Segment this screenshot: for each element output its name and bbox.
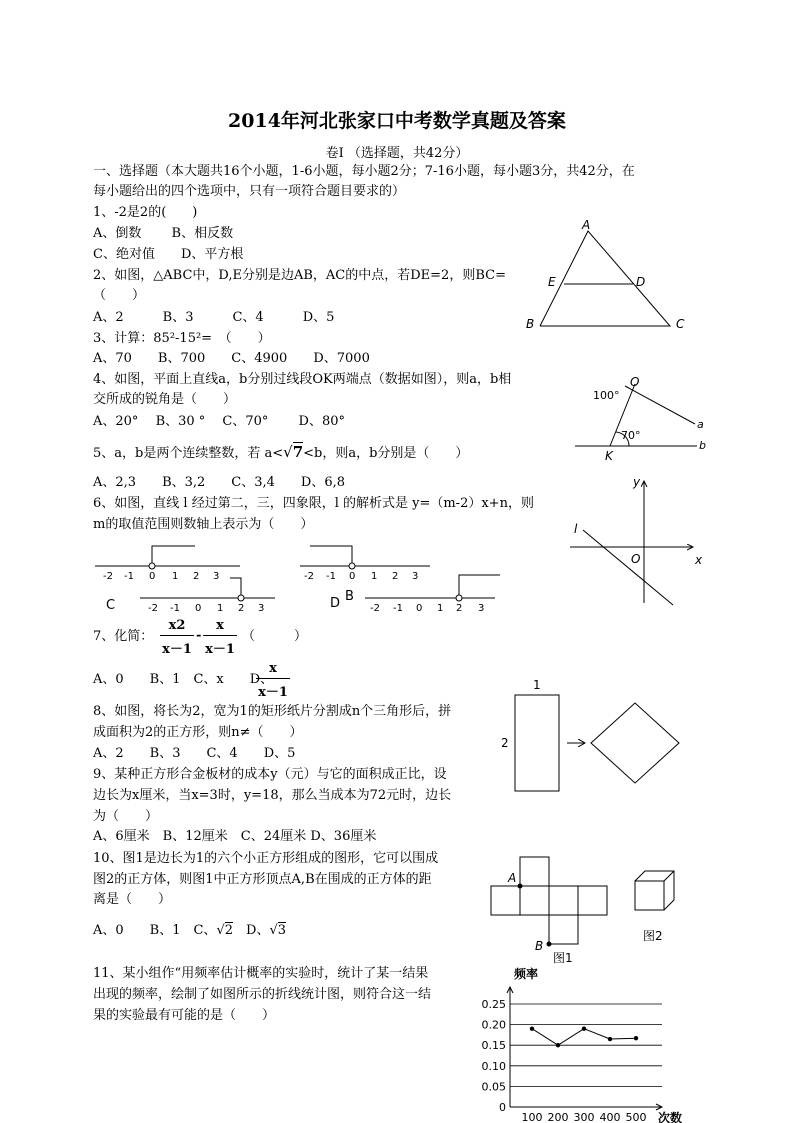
tri-label-c: C <box>676 317 685 331</box>
nl-d-tick-0: -2 <box>370 603 380 614</box>
angle-70-label: 70° <box>621 429 641 442</box>
q7-options: A、0 B、1 C、x D、 <box>93 672 274 687</box>
nl-c-tick-5: 3 <box>258 603 265 614</box>
q1-stem: 1、-2是2的( ) <box>93 205 198 220</box>
chart-y-label: 频率 <box>514 967 539 981</box>
q11-stem-3: 果的实验最有可能的是（ ） <box>93 1008 276 1023</box>
net-square-5 <box>578 886 607 915</box>
tri-label-d: D <box>636 275 646 289</box>
net-square-1 <box>520 857 549 886</box>
y-tick-label-0: 0.25 <box>481 998 506 1011</box>
nl-c-tick-4: 2 <box>238 603 245 614</box>
cube-net-figure <box>488 855 708 970</box>
net-square-6 <box>549 915 578 944</box>
q7-fraction-1 <box>160 618 194 657</box>
q9-stem-3: 为（ ） <box>93 809 159 824</box>
nl-d-tick-5: 3 <box>478 603 485 614</box>
nl-a-tick-1: -1 <box>124 571 134 582</box>
q1-options-1: A、倒数 B、相反数 <box>93 226 234 241</box>
series-line <box>532 1029 636 1045</box>
data-point-3 <box>608 1037 612 1041</box>
y-tick-label-2: 0.15 <box>481 1039 506 1053</box>
section-heading: 卷Ⅰ （选择题，共42分） <box>325 146 469 161</box>
net-square-3 <box>520 886 549 915</box>
q7-f1-denominator: x－1 <box>162 642 192 657</box>
q2-blank: （ ） <box>93 288 146 303</box>
triangle-figure <box>520 218 700 336</box>
lines-label-b: b <box>699 439 706 452</box>
nl-c-tick-2: 0 <box>195 603 202 614</box>
point-b <box>547 942 552 947</box>
q10-stem-1: 10、图1是边长为1的六个小正方形组成的图形，它可以围成 <box>93 851 439 866</box>
q7-fraction-2 <box>203 618 237 657</box>
x-tick-label-2: 300 <box>573 1111 595 1123</box>
chart-gridlines <box>510 1004 662 1086</box>
nl-b-tick-0: -2 <box>304 571 314 582</box>
nl-a-tick-2: 0 <box>149 571 156 582</box>
axes-figure <box>565 475 715 610</box>
y-tick-label-5: 0 <box>499 1101 506 1114</box>
frequency-chart <box>470 965 700 1123</box>
data-point-0 <box>530 1027 534 1031</box>
q11-stem-2: 出现的频率，绘制了如图所示的折线统计图，则符合这一结 <box>93 987 432 1002</box>
q10-opt-abc: A、0 B、1 C、 <box>93 923 217 938</box>
q4-stem-2: 交所成的锐角是（ ） <box>93 392 237 407</box>
q5-options: A、2,3 B、3,2 C、3,4 D、6,8 <box>93 475 346 490</box>
axes-label-l: l <box>574 522 578 536</box>
chart-axes <box>507 987 662 1110</box>
square-result <box>591 703 679 783</box>
angle-100-label: 100° <box>593 389 620 402</box>
intro-line-1: 一、选择题（本大题共16个小题，1-6小题，每小题2分；7-16小题，每小题3分，共42分，在 <box>93 164 635 179</box>
net-square-2 <box>491 886 520 915</box>
chart-points <box>530 1027 638 1048</box>
chart-x-label: 次数 <box>658 1111 683 1123</box>
lines-label-a: a <box>697 418 704 431</box>
tri-label-b: B <box>526 317 535 331</box>
q9-stem-1: 9、某种正方形合金板材的成本y（元）与它的面积成正比，设 <box>93 767 447 782</box>
net-label-b: B <box>535 939 544 953</box>
data-point-4 <box>634 1036 638 1040</box>
q3-options: A、70 B、700 C、4900 D、7000 <box>93 351 370 366</box>
tri-label-e: E <box>548 275 556 289</box>
q10-sqrt3: 3 <box>277 923 287 938</box>
q10-stem-3: 离是（ ） <box>93 892 172 907</box>
y-tick-label-1: 0.20 <box>481 1018 506 1032</box>
q7-option-d-fraction <box>256 661 290 700</box>
point-a <box>518 884 523 889</box>
q1-options-2: C、绝对值 D、平方根 <box>93 247 244 262</box>
rect-height-label: 2 <box>501 736 509 750</box>
q6-label-d: D <box>330 596 341 611</box>
nl-d-tick-3: 1 <box>437 603 444 614</box>
q7-blank: （ ） <box>242 629 308 644</box>
q10-options: A、0 B、1 C、√2 D、√3 <box>93 923 287 938</box>
q4-stem-1: 4、如图，平面上直线a，b分别过线段OK两端点（数据如图），则a，b相 <box>93 372 512 387</box>
q6-stem-1: 6、如图，直线 l 经过第二，三，四象限，l 的解析式是 y=（m-2）x+n，则 <box>93 496 534 511</box>
q6-a-endpoint <box>149 563 155 569</box>
lines-figure <box>575 366 715 466</box>
data-point-1 <box>556 1043 560 1047</box>
triangle-abc <box>540 231 670 326</box>
lines-label-o: O <box>630 375 640 389</box>
fig2-caption: 图2 <box>643 929 663 943</box>
axes-label-x: x <box>695 553 703 567</box>
q11-stem-1: 11、某小组作“用频率估计概率的实验时，统计了某一结果 <box>93 966 429 981</box>
q2-stem: 2、如图，△ABC中，D,E分别是边AB，AC的中点，若DE=2，则BC= <box>93 268 506 283</box>
q5-stem-b: <b，则a，b分别是（ ） <box>303 446 469 461</box>
y-tick-label-4: 0.05 <box>481 1080 506 1094</box>
nl-c-tick-0: -2 <box>148 603 158 614</box>
q10-sqrt2: 2 <box>224 923 234 938</box>
y-tick-label-3: 0.10 <box>481 1059 506 1073</box>
q3-stem: 3、计算：85²-15²= （ ） <box>93 331 271 346</box>
q5-stem-a: 5、a，b是两个连续整数，若 a< <box>93 446 284 461</box>
x-tick-label-3: 400 <box>599 1111 621 1123</box>
nl-d-tick-1: -1 <box>393 603 403 614</box>
axes-label-y: y <box>633 475 641 489</box>
chart-x-ticks <box>522 1111 647 1123</box>
q4-options: A、20° B、30 ° C、70° D、80° <box>93 414 346 429</box>
axes-label-o: O <box>631 552 641 566</box>
nl-a-tick-3: 1 <box>172 571 179 582</box>
nl-b-tick-3: 1 <box>371 571 378 582</box>
chart-y-ticks <box>482 998 507 1114</box>
net-label-a: A <box>508 871 517 885</box>
fig1-caption: 图1 <box>553 951 573 965</box>
nl-b-tick-4: 2 <box>392 571 399 582</box>
x-tick-label-1: 200 <box>547 1111 569 1123</box>
x-tick-label-4: 500 <box>625 1111 647 1123</box>
q6-b-endpoint <box>349 563 355 569</box>
rect-square-figure <box>495 675 705 825</box>
q9-options: A、6厘米 B、12厘米 C、24厘米 D、36厘米 <box>93 829 377 844</box>
data-point-2 <box>582 1027 586 1031</box>
rectangle-1x2 <box>515 695 559 791</box>
q6-label-c: C <box>106 598 116 613</box>
q5-stem: 5、a，b是两个连续整数，若 a<√7<b，则a，b分别是（ ） <box>93 443 469 461</box>
nl-a-tick-4: 2 <box>193 571 200 582</box>
page-title: 2014年河北张家口中考数学真题及答案 <box>228 110 566 132</box>
q7-f2-denominator: x－1 <box>205 642 235 657</box>
intro-line-2: 每小题给出的四个选项中，只有一项符合题目要求的） <box>93 184 406 199</box>
q6-c-endpoint <box>238 595 244 601</box>
nl-a-tick-0: -2 <box>103 571 113 582</box>
net-square-4 <box>549 886 578 915</box>
q2-options: A、2 B、3 C、4 D、5 <box>93 310 335 325</box>
q10-stem-2: 图2的正方体，则图1中正方形顶点A,B在围成的正方体的距 <box>93 872 432 887</box>
q7-minus: - <box>196 628 202 643</box>
nl-b-tick-1: -1 <box>326 571 336 582</box>
q7-d-numerator: x <box>269 661 277 676</box>
line-l <box>583 530 673 605</box>
q7-d-denominator: x－1 <box>258 685 288 700</box>
x-tick-label-0: 100 <box>521 1111 543 1123</box>
tri-label-a: A <box>582 218 591 232</box>
q7-f1-numerator: x2 <box>168 618 186 633</box>
nl-d-tick-2: 0 <box>416 603 423 614</box>
nl-a-tick-5: 3 <box>213 571 220 582</box>
cube-front <box>635 881 664 910</box>
line-a <box>625 386 695 424</box>
nl-c-tick-1: -1 <box>170 603 180 614</box>
q8-options: A、2 B、3 C、4 D、5 <box>93 746 296 761</box>
lines-label-k: K <box>605 449 613 463</box>
q9-stem-2: 边长为x厘米，当x=3时，y=18，那么当成本为72元时，边长 <box>93 788 452 803</box>
q5-sqrt-value: 7 <box>292 443 304 461</box>
nl-c-tick-3: 1 <box>217 603 224 614</box>
q6-label-b: B <box>345 589 354 604</box>
nl-b-tick-2: 0 <box>349 571 356 582</box>
nl-d-tick-4: 2 <box>456 603 463 614</box>
q8-stem-2: 成面积为2的正方形，则n≠（ ） <box>93 725 303 740</box>
q7-stem: 7、化简： <box>93 629 154 644</box>
q6-d-endpoint <box>456 595 462 601</box>
q10-opt-d: D、 <box>233 923 270 938</box>
nl-b-tick-5: 3 <box>412 571 419 582</box>
q8-stem-1: 8、如图，将长为2，宽为1的矩形纸片分割成n个三角形后，拼 <box>93 704 452 719</box>
q6-stem-2: m的取值范围则数轴上表示为（ ） <box>93 517 314 532</box>
q7-f2-numerator: x <box>216 618 224 633</box>
rect-width-label: 1 <box>533 678 541 692</box>
